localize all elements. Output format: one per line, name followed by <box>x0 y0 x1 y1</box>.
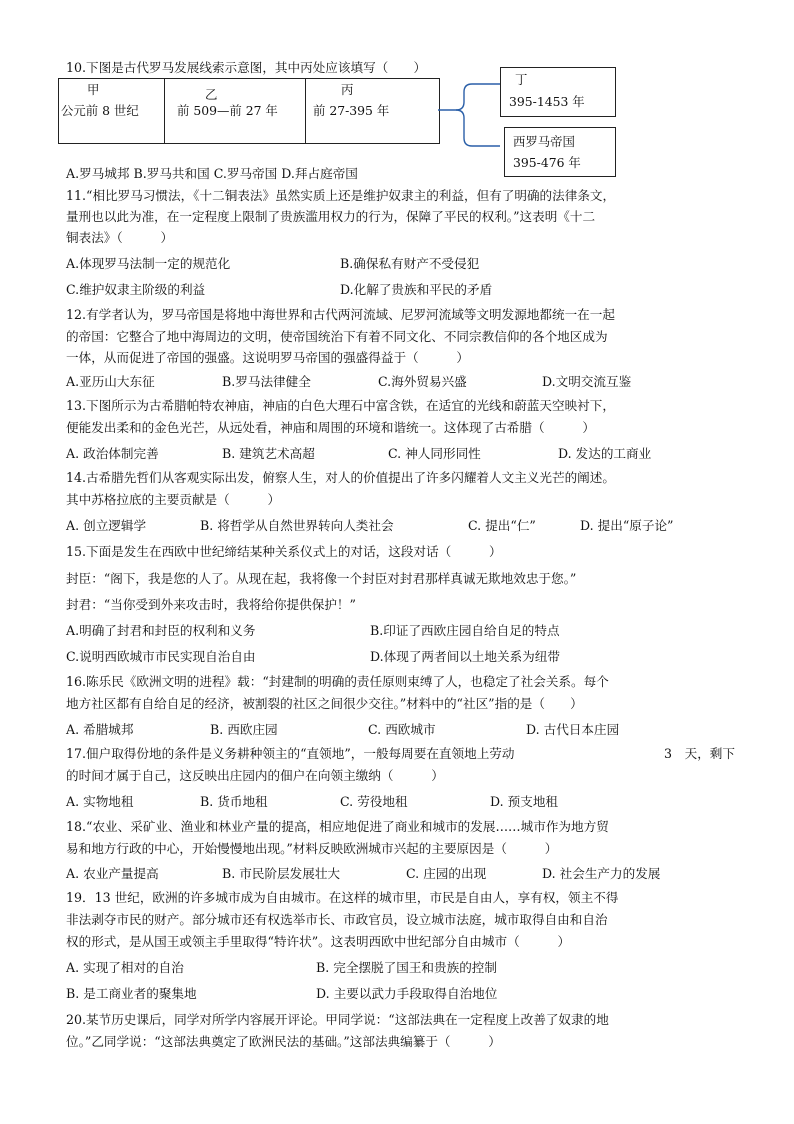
q10-stem: 10.下图是古代罗马发展线索示意图，其中丙处应该填写（ ） <box>66 60 427 75</box>
q17-option-b: B. 货币地租 <box>200 794 268 809</box>
q12-line1: 12.有学者认为，罗马帝国是将地中海世界和古代两河流域、尼罗河流域等文明发源地都统一在一起 <box>66 307 615 322</box>
q15-option-d: D.体现了两者间以土地关系为纽带 <box>370 649 560 664</box>
q15-line2: 封臣：“阁下，我是您的人了。从现在起，我将像一个封臣对封君那样真诚无欺地效忠于您。” <box>66 571 577 586</box>
q17-option-a: A. 实物地租 <box>66 794 134 809</box>
q13-line2: 便能发出柔和的金色光芒，从远处看，神庙和周围的环境和谐统一。这体现了古希腊（ ） <box>66 420 595 435</box>
q18-option-c: C. 庄园的出现 <box>406 866 487 881</box>
q13-option-d: D. 发达的工商业 <box>558 446 652 461</box>
q15-option-c: C.说明西欧城市市民实现自治自由 <box>66 649 256 664</box>
col3-head: 丙 <box>341 82 354 97</box>
q19-option-d: D. 主要以武力手段取得自治地位 <box>316 986 498 1001</box>
col3-value: 前 27-395 年 <box>313 103 390 118</box>
q11-option-d: D.化解了贵族和平民的矛盾 <box>340 282 493 297</box>
q16-option-c: C. 西欧城市 <box>368 722 436 737</box>
q15-line3: 封君：“当你受到外来攻击时，我将给你提供保护！” <box>66 597 356 612</box>
q14-option-c: C. 提出“仁” <box>468 518 536 533</box>
q10-options: A.罗马城邦 B.罗马共和国 C.罗马帝国 D.拜占庭帝国 <box>66 166 358 181</box>
q13-option-a: A. 政治体制完善 <box>66 446 159 461</box>
q12-option-b: B.罗马法律健全 <box>222 374 311 389</box>
q11-line3: 铜表法》（ ） <box>66 230 174 245</box>
q17-option-d: D. 预支地租 <box>490 794 559 809</box>
q17-line1: 17.佃户取得份地的条件是义务耕种领主的“直领地”，一般每周要在直领地上劳动 <box>66 746 515 761</box>
timeline-table <box>58 78 440 144</box>
q19-line2: 非法剥夺市民的财产。部分城市还有权选举市长、市政官员，设立城市法庭，城市取得自由和自治 <box>66 912 608 927</box>
q16-line2: 地方社区都有自给自足的经济，被割裂的社区之间很少交往。”材料中的“社区”指的是（ ） <box>66 696 583 711</box>
q20-line2: 位。”乙同学说：“这部法典奠定了欧洲民法的基础。”这部法典编纂于（ ） <box>66 1034 501 1049</box>
q19-option-c: B. 是工商业者的聚集地 <box>66 986 197 1001</box>
q17-line2: 的时间才属于自己，这反映出庄园内的佃户在向领主缴纳（ ） <box>66 768 444 783</box>
table-divider <box>305 79 306 143</box>
branch-brace <box>438 72 508 162</box>
q15-option-b: B.印证了西欧庄园自给自足的特点 <box>370 623 560 638</box>
q11-option-b: B.确保私有财产不受侵犯 <box>340 256 480 271</box>
q19-option-b: B. 完全摆脱了国王和贵族的控制 <box>316 960 497 975</box>
q13-line1: 13.下图所示为古希腊帕特农神庙，神庙的白色大理石中富含铁，在适宜的光线和蔚蓝天空映衬下， <box>66 398 615 413</box>
q12-line2: 的帝国：它整合了地中海周边的文明，使帝国统治下有着不同文化、不同宗教信仰的各个地区成为 <box>66 329 608 344</box>
q19-line3: 权的形式，是从国王或领主手里取得“特许状”。这表明西欧中世纪部分自由城市（ ） <box>66 934 571 949</box>
q19-line1: 19．13 世纪，欧洲的许多城市成为自由城市。在这样的城市里，市民是自由人，享有权，领主不得 <box>66 890 619 905</box>
q18-option-b: B. 市民阶层发展壮大 <box>222 866 341 881</box>
q18-line2: 易和地方行政的中心，开始慢慢地出现。”材料反映欧洲城市兴起的主要原因是（ ） <box>66 841 558 856</box>
col2-value: 前 509—前 27 年 <box>177 103 278 118</box>
q20-line1: 20.某节历史课后，同学对所学内容展开评论。甲同学说：“这部法典在一定程度上改善了奴隶的地 <box>66 1012 609 1027</box>
q12-option-d: D.文明交流互鉴 <box>542 374 632 389</box>
q16-option-a: A. 希腊城邦 <box>66 722 134 737</box>
col2-head: 乙 <box>205 87 218 102</box>
q18-option-d: D. 社会生产力的发展 <box>542 866 661 881</box>
q11-option-a: A.体现罗马法制一定的规范化 <box>66 256 231 271</box>
q17-line1-end: 3 天，剩下 <box>664 746 735 761</box>
q13-option-c: C. 神人同形同性 <box>388 446 481 461</box>
table-divider <box>164 79 165 143</box>
q14-line1: 14.古希腊先哲们从客观实际出发，俯察人生，对人的价值提出了许多闪耀着人文主义光芒的阐述。 <box>66 470 615 485</box>
q12-line3: 一体，从而促进了帝国的强盛。这说明罗马帝国的强盛得益于（ ） <box>66 350 469 365</box>
q14-line2: 其中苏格拉底的主要贡献是（ ） <box>66 492 281 507</box>
q11-line1: 11.“相比罗马习惯法，《十二铜表法》虽然实质上还是维护奴隶主的利益，但有了明确的法律条文， <box>66 188 616 203</box>
q14-option-b: B. 将哲学从自然世界转向人类社会 <box>200 518 394 533</box>
q11-line2: 量刑也以此为准，在一定程度上限制了贵族滥用权力的行为，保障了平民的权利。”这表明《十二 <box>66 209 596 224</box>
q13-option-b: B. 建筑艺术高超 <box>222 446 315 461</box>
box-west-rome <box>504 127 616 177</box>
q17-option-c: C. 劳役地租 <box>340 794 408 809</box>
box-ding <box>500 67 616 117</box>
box-ding-title: 丁 <box>515 72 528 87</box>
q12-option-a: A.亚历山大东征 <box>66 374 155 389</box>
col1-value: 公元前 8 世纪 <box>61 103 139 118</box>
q16-option-b: B. 西欧庄园 <box>210 722 278 737</box>
q16-option-d: D. 古代日本庄园 <box>526 722 620 737</box>
col1-head: 甲 <box>87 82 100 97</box>
q15-line1: 15.下面是发生在西欧中世纪缔结某种关系仪式上的对话，这段对话（ ） <box>66 544 502 559</box>
box-ding-years: 395-1453 年 <box>509 94 585 109</box>
q11-option-c: C.维护奴隶主阶级的利益 <box>66 282 206 297</box>
box-west-rome-title: 西罗马帝国 <box>513 134 575 149</box>
box-west-rome-years: 395-476 年 <box>513 155 581 170</box>
q16-line1: 16.陈乐民《欧洲文明的进程》载：“封建制的明确的责任原则束缚了人，也稳定了社会关系。每个 <box>66 674 609 689</box>
q12-option-c: C.海外贸易兴盛 <box>378 374 467 389</box>
q14-option-a: A. 创立逻辑学 <box>66 518 147 533</box>
q19-option-a: A. 实现了相对的自治 <box>66 960 184 975</box>
q14-option-d: D. 提出“原子论” <box>580 518 674 533</box>
q18-option-a: A. 农业产量提高 <box>66 866 159 881</box>
q18-line1: 18.“农业、采矿业、渔业和林业产量的提高，相应地促进了商业和城市的发展……城市作为地方贸 <box>66 819 609 834</box>
q15-option-a: A.明确了封君和封臣的权利和义务 <box>66 623 256 638</box>
